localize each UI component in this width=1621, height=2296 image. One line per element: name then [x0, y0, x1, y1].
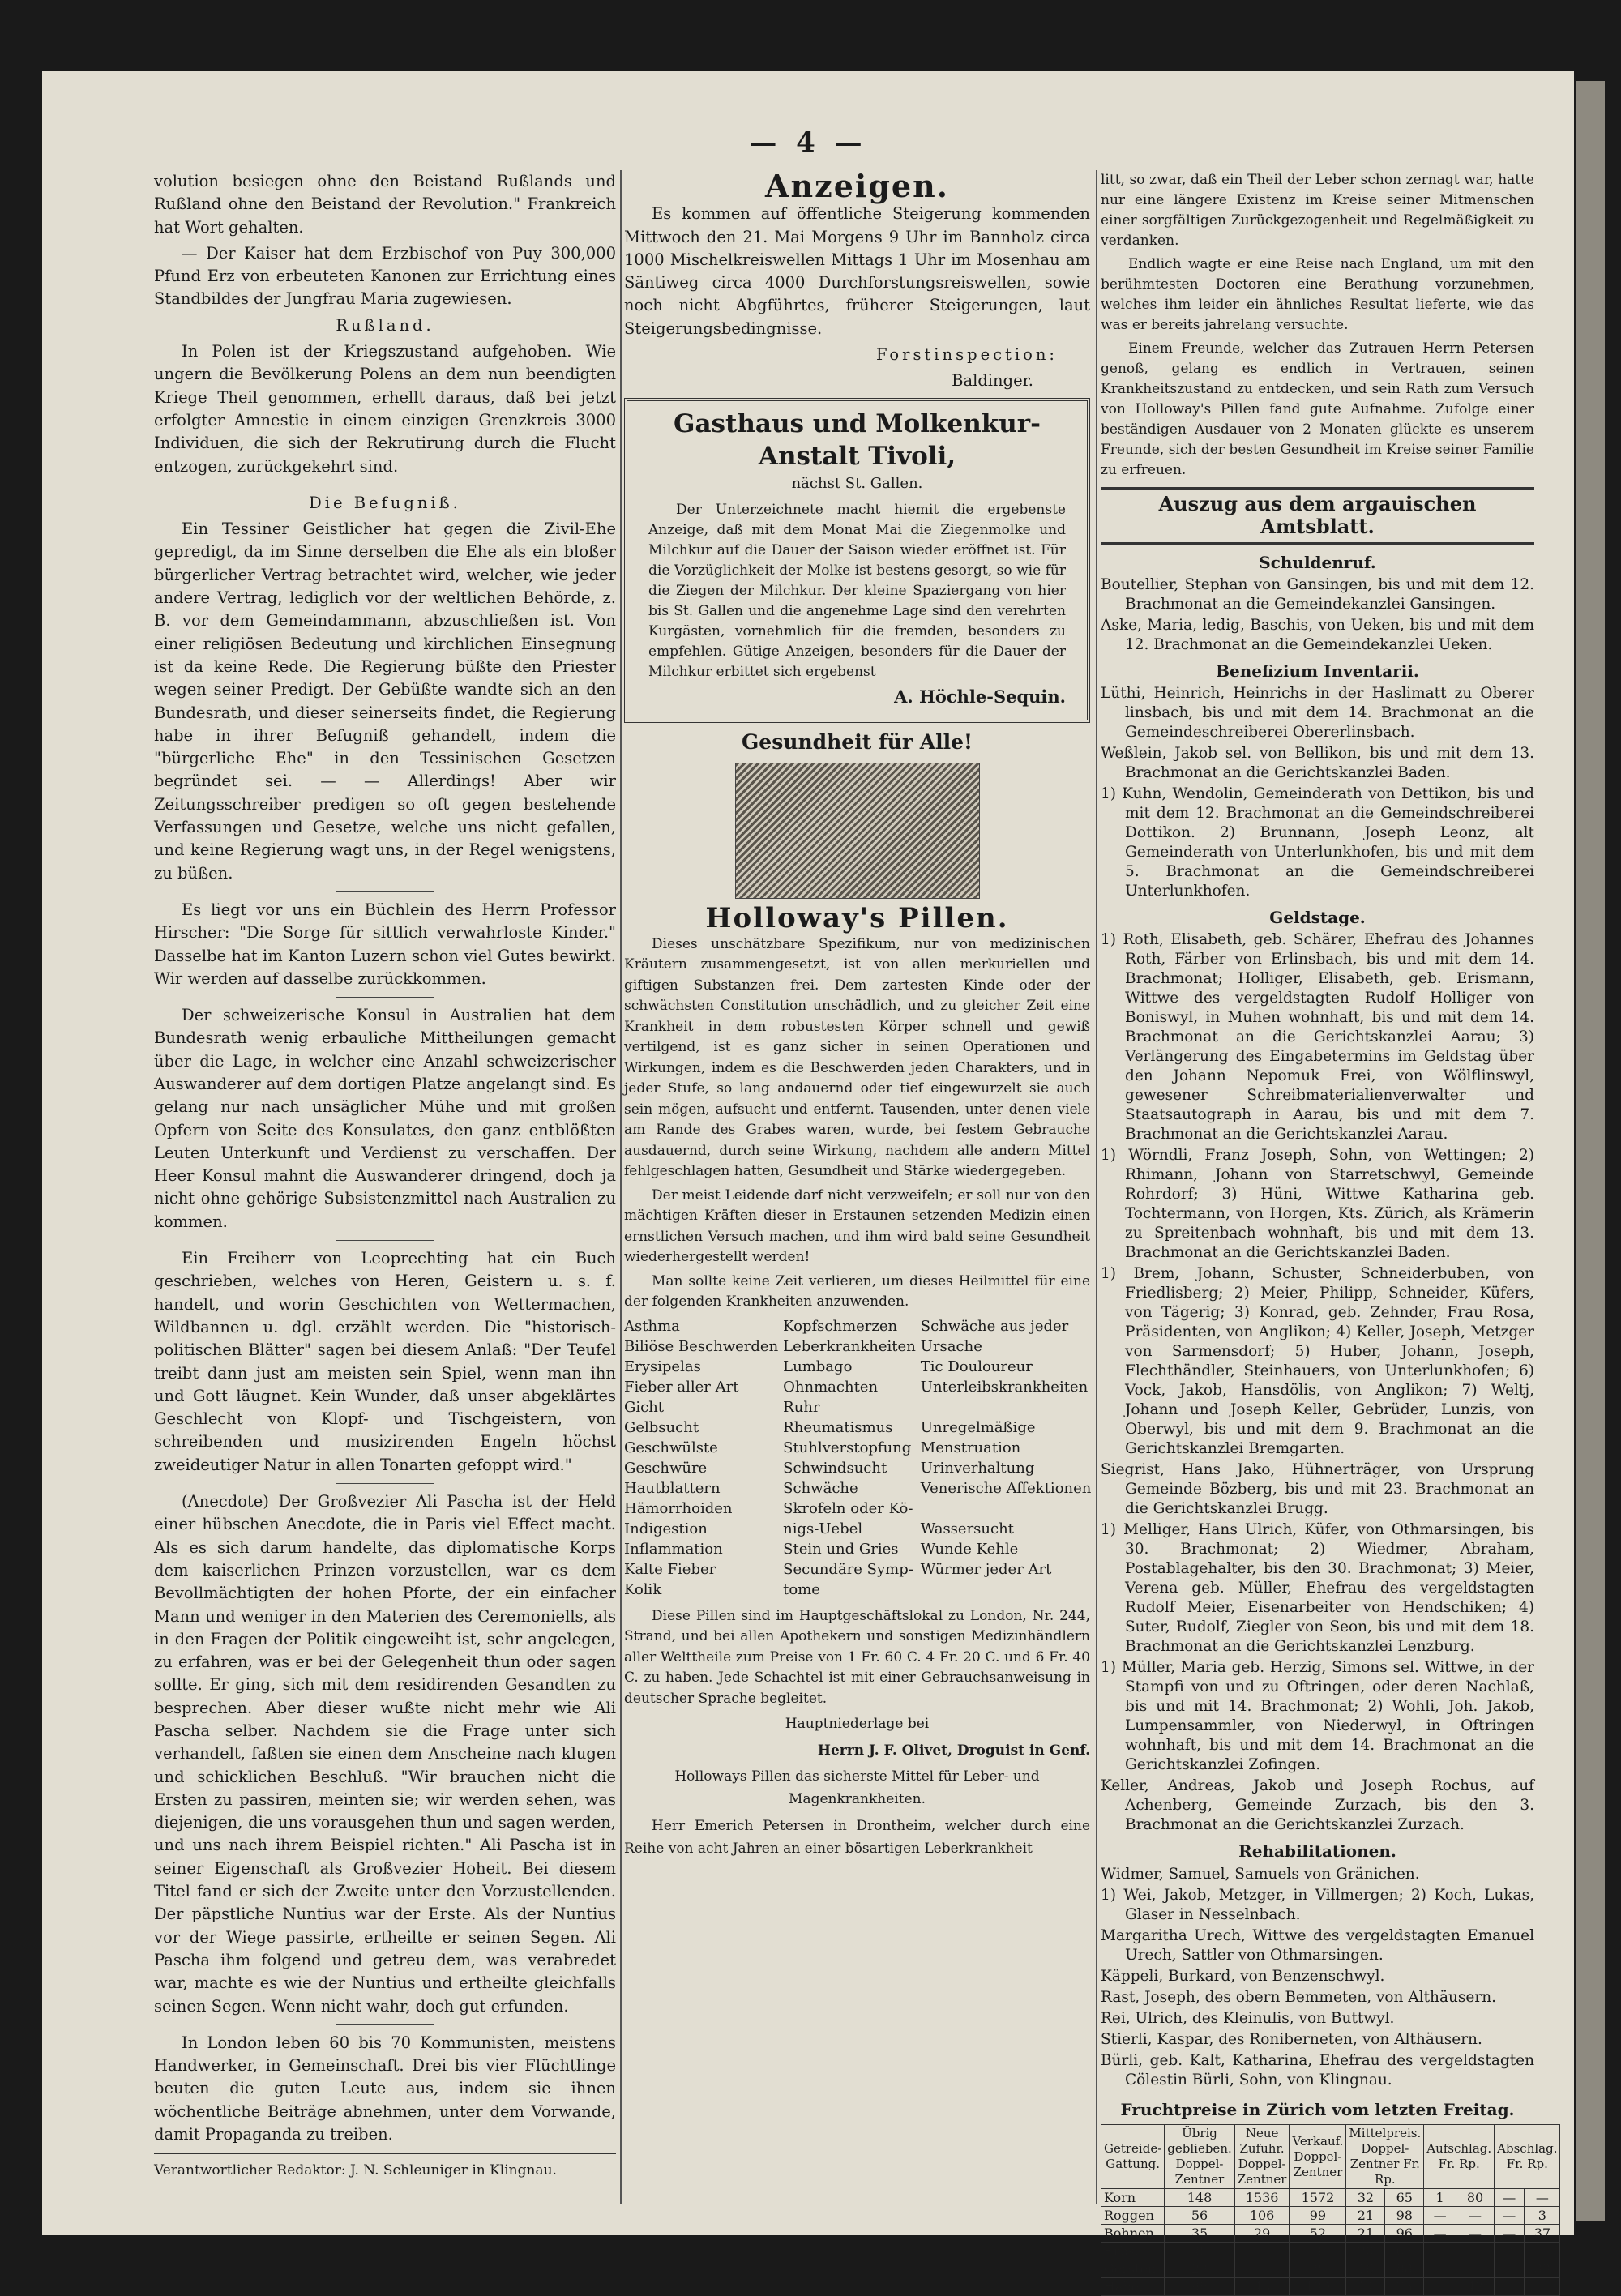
- table-cell: 148: [1165, 2189, 1234, 2207]
- table-cell: 8: [1290, 2260, 1346, 2278]
- rehabilitation-entry: Margaritha Urech, Wittwe des vergeldstagten Emanuel Urech, Sattler von Othmarsingen.: [1101, 1926, 1534, 1964]
- illness-item: Biliöse Beschwerden: [624, 1337, 779, 1355]
- illness-list: [624, 1316, 1090, 1600]
- table-cell: Haber: [1101, 2278, 1165, 2296]
- engraving-illustration: [735, 763, 980, 899]
- grain-price-table: [1101, 2124, 1560, 2296]
- illness-item: Ursache: [920, 1337, 982, 1355]
- illness-item: Venerische Affektionen: [920, 1479, 1092, 1497]
- table-cell: Gersten: [1101, 2260, 1165, 2278]
- separator: [336, 1483, 434, 1484]
- testimonial-start: Herr Emerich Petersen in Drontheim, welcher durch eine Reihe von acht Jahren an einer bösartigen Leberkrankheit: [624, 1817, 1090, 1857]
- column-rule: [1096, 170, 1097, 2204]
- table-cell: —: [1495, 2189, 1525, 2207]
- table-row: [1101, 2189, 1560, 2207]
- section-heading: Rußland.: [336, 315, 434, 335]
- illness-item: Urinverhaltung: [920, 1459, 1035, 1477]
- article-text: — Der Kaiser hat dem Erzbischof von Puy 300,000 Pfund Erz von erbeuteten Kanonen zur Errichtung eines Standbildes der Jungfrau Maria zugewiesen.: [154, 243, 616, 309]
- notice-entry: 1) Kuhn, Wendolin, Gemeinderath von Dettikon, bis und mit dem 12. Brachmonat an die Gemeindschreiberei Dottikon. 2) Brunnann, Joseph Leonz, alt Gemeinderath von Unterlunkhofen, bis und mit dem 5. Brachmonat an die Gemeindschreiberei Unterlunkhofen.: [1101, 785, 1534, 900]
- table-header-cell: Übrig geblieben. Doppel-Zentner: [1165, 2125, 1234, 2189]
- table-cell: —: [1495, 2207, 1525, 2225]
- table-cell: Erbsen: [1101, 2243, 1165, 2260]
- table-cell: 3: [1290, 2243, 1346, 2260]
- table-cell: 80: [1456, 2189, 1494, 2207]
- table-cell: 52: [1290, 2225, 1346, 2243]
- column-3: [1101, 170, 1558, 2296]
- testimonial-text: Einem Freunde, welcher das Zutrauen Herrn Petersen genoß, gelang es endlich in Vertrauen, seinen Krankheitszustand zu entdecken, und sein Rath zum Versuch von Holloway's Pillen fand gute Aufnahme. Zufolge einer beständigen Ausdauer von 2 Monaten glückte es unserem Freunde, sich der besten Gesundheit im Kreise seiner Familie zu erfreuen.: [1101, 340, 1534, 478]
- subheading-schuldenruf: Schuldenruf.: [1259, 552, 1376, 572]
- table-header-cell: Abschlag. Fr. Rp.: [1495, 2125, 1560, 2189]
- table-cell: 17: [1525, 2243, 1560, 2260]
- illness-item: Asthma: [624, 1317, 680, 1335]
- illness-item: Unterleibskrankheiten: [920, 1378, 1089, 1396]
- subheading-rehabilitationen: Rehabilitationen.: [1238, 1841, 1396, 1862]
- illness-item: nigs-Uebel: [783, 1520, 863, 1537]
- tivoli-text: Der Unterzeichnete macht hiemit die ergebenste Anzeige, daß mit dem Monat Mai die Ziegenmolke und Milchkur auf die Dauer der Saison wieder eröffnet ist. Für die Vorzüglichkeit der Molke ist bestens gesorgt, so wie für die Ziegen der Milchkur. Der kleine Spaziergang von hier bis St. Gallen und die angenehme Lage sind den verehrten Kurgästen, vornehmlich für die fremden, besonders zu empfehlen. Gütige Anzeigen, besonders für die Dauer der Milchkur erbittet sich ergebenst: [648, 501, 1066, 680]
- separator: [336, 2024, 434, 2025]
- table-cell: 37: [1525, 2225, 1560, 2243]
- table-cell: 32: [1346, 2189, 1385, 2207]
- table-header-cell: Aufschlag. Fr. Rp.: [1424, 2125, 1495, 2189]
- article-text: In Polen ist der Kriegszustand aufgehoben. Wie ungern die Bevölkerung Polens an dem nun beendigten Kriege Theil genommen, erhellt daraus, daß bei jetzt erfolgter Amnestie in einem einzigen Grenzkreis 3000 Individuen, die sich der Rekrutirung durch die Flucht entzogen, zurückgekehrt sind.: [154, 342, 616, 476]
- table-cell: 42: [1456, 2278, 1494, 2296]
- illness-item: Leberkrankheiten: [783, 1337, 916, 1355]
- table-row: [1101, 2207, 1560, 2225]
- notice-entry: 1) Roth, Elisabeth, geb. Schärer, Ehefrau des Johannes Roth, Färber von Erlinsbach, bis und mit dem 14. Brachmonat; Holliger, Elisabeth, geb. Erismann, Wittwe des vergeldstagten Rudolf Holliger von Boniswyl, in Muhen wohnhaft, bis und mit dem 14. Brachmonat an die Gerichtskanzlei Aarau; 3) Verlängerung des Eingabetermins im Geldstag über den Johann Nepomuk Frei, von Wölflinswyl, gewesener Schreibmaterialienverwalter und Staatsautograph in Aarau, bis und mit dem 7. Brachmonat an die Gerichtskanzlei Aarau.: [1101, 931, 1534, 1144]
- pills-sales: Diese Pillen sind im Hauptgeschäftslokal zu London, Nr. 244, Strand, und bei allen Apothekern und sonstigen Medizinhändlern aller Welttheile zum Preise von 1 Fr. 60 C. 4 Fr. 20 C. und 6 Fr. 40 C. zu haben. Jede Schachtel ist mit einer Gebrauchsanweisung in deutscher Sprache begleitet.: [624, 1607, 1090, 1707]
- illness-item: Kolik: [624, 1580, 662, 1598]
- illness-item: [921, 1499, 1092, 1519]
- footer-rule: [154, 2153, 616, 2154]
- illness-item: Tic Douloureur: [920, 1358, 1033, 1375]
- article-text: Ein Tessiner Geistlicher hat gegen die Zivil-Ehe gepredigt, da im Sinne derselben die Ehe als ein bloßer bürgerlicher Vertrag betrachtet wird, welcher, wie jeder andere Vertrag, lediglich vor der weltlichen Behörde, z. B. vor dem Gemeindammann, abzuschließen ist. Von einer religiösen Bedeutung und kirchlichen Einsegnung ist da keine Rede. Die Regierung büßte den Priester wegen seiner Predigt. Der Gebüßte wandte sich an den Bundesrath, und dieser seinerseits findet, die Regierung habe in ihrer Befugniß gehandelt, indem die "bürgerliche Ehe" in den Tessinischen Gesetzen begründet sei. — — Allerdings! Aber wir Zeitungsschreiber predigen so oft gegen bestehende Verfassungen und Gesetze, welche uns nicht gefallen, und keine Regierung wagt uns, in der Regel wenigstens, zu büßen.: [154, 519, 616, 883]
- forest-inspection: Forstinspection:: [875, 345, 1058, 365]
- tivoli-signature: A. Höchle-Sequin.: [894, 686, 1066, 707]
- illness-item: Inflammation: [624, 1540, 723, 1558]
- table-cell: —: [1456, 2260, 1494, 2278]
- rehabilitation-entry: 1) Wei, Jakob, Metzger, in Villmergen; 2) Koch, Lukas, Glaser in Nesselnbach.: [1101, 1886, 1534, 1923]
- table-cell: 88: [1385, 2260, 1424, 2278]
- pills-text: Dieses unschätzbare Spezifikum, nur von medizinischen Kräutern zusammengesetzt, ist von allen merkuriellen und giftigen Substanzen frei. Dem zartesten Kinde oder der schwächsten Constitution unschädlich, und zu gleicher Zeit eine Krankheit in dem robustesten Körper schnell und gewiß vertilgend, ist es ganz sicher in seinen Operationen und Wirkungen, indem es die Beschwerden jeden Charakters, und in jeder Stufe, so lang andauernd oder tief eingewurzelt sie auch sein mögen, aufsucht und entfernt. Tausenden, unter denen viele am Rande des Grabes waren, wurde, bei festem Gebrauche ausdauernd, durch seine Wirkung, nachdem alle andern Mittel fehlgeschlagen hatten, Gesundheit und Stärke wiedergegeben.: [624, 935, 1090, 1180]
- illness-item: Kopfschmerzen: [783, 1317, 898, 1335]
- notice-entry: 1) Melliger, Hans Ulrich, Küfer, von Othmarsingen, bis 30. Brachmonat; 2) Wiedmer, Abraham, Postablagehalter, bis den 30. Brachmonat; 3) Meier, Verena geb. Müller, Ehefrau des vergeldstagten Rudolf Meier, Eisenarbeiter von Hendschiken; 4) Suter, Rudolf, Ziegler von Seon, bis und mit dem 18. Brachmonat an die Gerichtskanzlei Lenzburg.: [1101, 1521, 1534, 1656]
- column-rule: [620, 170, 622, 2204]
- illness-item: Rheumatismus: [783, 1418, 893, 1436]
- table-cell: —: [1424, 2278, 1456, 2296]
- rehabilitation-entry: Käppeli, Burkard, von Benzenschwyl.: [1101, 1967, 1385, 1985]
- illness-item: Geschwülste: [624, 1439, 718, 1456]
- notice-entry: Aske, Maria, ledig, Baschis, von Ueken, bis und mit dem 12. Brachmonat an die Gemeindekanzlei Ueken.: [1101, 616, 1534, 653]
- table-cell: 67: [1385, 2243, 1424, 2260]
- table-cell: —: [1456, 2207, 1494, 2225]
- column-2: [624, 170, 1090, 1863]
- separator: [336, 1240, 434, 1241]
- table-cell: 99: [1290, 2207, 1346, 2225]
- forest-inspector-name: Baldinger.: [952, 371, 1033, 391]
- illness-item: Lumbago: [783, 1358, 853, 1375]
- illness-item: Kalte Fieber: [624, 1560, 716, 1578]
- table-cell: —: [1495, 2225, 1525, 2243]
- table-cell: Roggen: [1101, 2207, 1165, 2225]
- illness-item: Gicht: [624, 1398, 665, 1416]
- table-cell: Bohnen: [1101, 2225, 1165, 2243]
- notice-entry: Boutellier, Stephan von Gansingen, bis und mit dem 12. Brachmonat an die Gemeindekanzlei Gansingen.: [1101, 575, 1534, 613]
- article-text: Ein Freiherr von Leoprechting hat ein Buch geschrieben, welches von Heren, Geistern u. s. f. handelt, und worin Geschichten von Wettermachen, Wildbannen u. dgl. erzählt werden. Die "historisch-politischen Blätter" sagen bei diesem Anlaß: "Der Teufel treibt dann just am meisten sein Spiel, wenn man ihn und Gott läugnet. Kein Wunder, daß unser abgeklärtes Geschlecht von Klopf- und Tischgeistern, von schreibenden und musizirenden Engeln höchst zweideutiger Natur in allen Tonarten gefoppt wird.": [154, 1249, 616, 1474]
- table-cell: 14: [1346, 2278, 1385, 2296]
- table-cell: —: [1424, 2207, 1456, 2225]
- separator: [336, 891, 434, 892]
- pills-text: Man sollte keine Zeit verlieren, um dieses Heilmittel für eine der folgenden Krankheiten anzuwenden.: [624, 1272, 1090, 1310]
- notice-entry: 1) Brem, Johann, Schuster, Schneiderbuben, von Friedlisberg; 2) Meier, Philipp, Schneider, Küfers, von Tägerig; 3) Konrad, geb. Zehnder, Frau Rosa, Präsidenten, von Anglikon; 4) Keller, Joseph, Metzger von Sarmensdorf; 5) Huber, Johann, Joseph, Flechthändler, Steinhauers, von Unterlunkhofen; 6) Vock, Jakob, Hansdölis, von Anglikon; 7) Weltj, Johann und Joseph Keller, Gebrüder, Lunzis, von Oberwyl, bis und mit dem 9. Brachmonat an die Gerichtskanzlei Bremgarten.: [1101, 1265, 1534, 1458]
- gazette-heading: Auszug aus dem argauischen Amtsblatt.: [1101, 487, 1534, 545]
- pills-slogan: Holloways Pillen das sicherste Mittel für Leber- und Magenkrankheiten.: [674, 1768, 1040, 1808]
- rehabilitation-entry: Bürli, geb. Kalt, Katharina, Ehefrau des vergeldstagten Cölestin Bürli, Sohn, von Klingnau.: [1101, 2051, 1534, 2089]
- ads-heading: Anzeigen.: [765, 168, 949, 204]
- table-cell: —: [1456, 2243, 1494, 2260]
- table-cell: 75: [1385, 2278, 1424, 2296]
- table-cell: 33: [1525, 2260, 1560, 2278]
- illness-item: Schwäche aus jeder: [920, 1317, 1069, 1335]
- table-cell: 3: [1525, 2207, 1560, 2225]
- depot-label: Hauptniederlage bei: [785, 1716, 930, 1733]
- illness-item: Hautblattern: [624, 1479, 721, 1497]
- table-cell: 96: [1385, 2225, 1424, 2243]
- table-header-cell: Mittelpreis. Doppel-Zentner Fr. Rp.: [1346, 2125, 1424, 2189]
- table-row: [1101, 2243, 1560, 2260]
- illness-item: Fieber aller Art: [624, 1378, 739, 1396]
- table-row: [1101, 2260, 1560, 2278]
- table-cell: 106: [1234, 2207, 1290, 2225]
- illness-item: Ruhr: [783, 1398, 820, 1416]
- table-cell: 21: [1346, 2207, 1385, 2225]
- separator: [336, 997, 434, 998]
- table-cell: —: [1456, 2225, 1494, 2243]
- table-cell: 5: [1234, 2260, 1290, 2278]
- table-cell: 98: [1385, 2207, 1424, 2225]
- column-1: [154, 170, 616, 2186]
- tivoli-title: Gasthaus und Molkenkur-Anstalt Tivoli,: [673, 408, 1041, 471]
- testimonial-text: litt, so zwar, daß ein Theil der Leber schon zernagt war, hatte nur eine längere Existenz im Kreise seiner Mitmenschen einer sorgfältigen Zurückgezogenheit und Regelmäßigkeit zu verdanken.: [1101, 172, 1534, 249]
- table-cell: 21: [1346, 2225, 1385, 2243]
- illness-item: Gelbsucht: [624, 1418, 699, 1436]
- table-cell: 8: [1165, 2243, 1234, 2260]
- illness-item: [921, 1580, 1092, 1600]
- notice-entry: 1) Wörndli, Franz Joseph, Sohn, von Wettingen; 2) Rhimann, Johann von Starretschwyl, Gemeinde Rohrdorf; 3) Hüni, Wittwe Katharina geb. Tochtermann, von Horgen, Kts. Zürich, als Krämerin zu Spreitenbach wohnhaft, bis und mit dem 13. Brachmonat an die Gerichtskanzlei Baden.: [1101, 1147, 1534, 1262]
- notice-entry: Weßlein, Jakob sel. von Bellikon, bis und mit dem 13. Brachmonat an die Gerichtskanzlei Baden.: [1101, 745, 1534, 782]
- illness-item: Secundäre Symp-: [783, 1560, 913, 1578]
- illness-item: Stuhlverstopfung: [783, 1439, 912, 1456]
- article-text: (Anecdote) Der Großvezier Ali Pascha ist der Held einer hübschen Anecdote, die in Paris viel Effect macht. Als es sich darum handelte, das diplomatische Korps dem kaiserlichen Prinzen vorzustellen, war es dem Bevollmächtigten der hohen Pforte, der ein einfacher Mann und weniger in den Materien des Ceremoniells, als in den Fragen der Politik eingeweiht ist, sehr angelegen, zu erfahren, was er bei der Gelegenheit thun oder sagen sollte. Er ging, sich mit dem residirenden Gesandten zu besprechen. Aber dieser wußte nicht mehr wie Ali Pascha selber. Nachdem sie die Frage unter sich verhandelt, faßten sie einen dem Anscheine nach klugen und schicklichen Beschluß. "Wir brauchen nicht die Ersten zu passiren, meinten sie; wir werden sehen, was diejenigen, die uns vorausgehen thun und sagen werden, und uns nach ihrem Beispiel richten." Ali Pascha ist in seiner Eigenschaft als Großvezier Hoheit. Bei diesem Titel fand er sich der Zweite unter den Vorzustellenden. Der päpstliche Nuntius war der Erste. Als der Nuntius vor der Wiege passirte, ertheilte er seinen Segen. Ali Pascha ihm folgend und getreu dem, was verabredet war, machte es wie der Nuntius und ertheilte gleichfalls seinen Segen. Wenn nicht wahr, doch gut erfunden.: [154, 1492, 616, 2016]
- table-cell: 95: [1165, 2278, 1234, 2296]
- tivoli-advert: [624, 398, 1090, 724]
- table-cell: 23: [1165, 2260, 1234, 2278]
- testimonial-text: Endlich wagte er eine Reise nach England, um mit den berühmtesten Doctoren eine Berathung vorzunehmen, welches ihm leider ein ähnliches Resultat lieferte, wie das was er bereits jahrelang versuchte.: [1101, 256, 1534, 333]
- illness-item: Ohnmachten: [783, 1378, 879, 1396]
- table-cell: —: [1525, 2278, 1560, 2296]
- table-cell: —: [1495, 2278, 1525, 2296]
- illness-item: Schwäche: [783, 1479, 858, 1497]
- rehabilitation-entry: Widmer, Samuel, Samuels von Gränichen.: [1101, 1865, 1420, 1883]
- illness-item: Erysipelas: [624, 1358, 701, 1375]
- illness-item: Geschwüre: [624, 1459, 708, 1477]
- section-heading: Die Befugniß.: [309, 493, 461, 512]
- rehabilitation-list: [1101, 1865, 1534, 2090]
- page-edge: [1576, 81, 1605, 2221]
- illness-item: Hämorrhoiden: [624, 1499, 733, 1517]
- table-cell: —: [1424, 2260, 1456, 2278]
- illness-item: tome: [783, 1580, 820, 1598]
- illness-item: Menstruation: [920, 1439, 1021, 1456]
- article-text: Der schweizerische Konsul in Australien hat dem Bundesrath wenig erbauliche Mittheilungen gemacht über die Lage, in welcher eine Anzahl schweizerischer Auswanderer auf dem dortigen Platze angelangt sind. Es gelang nur nach unsäglicher Mühe und mit großen Opfern von Seite des Konsulates, den ganz entblößten Leuten Unterkunft und Verdienst zu verschaffen. Der Heer Konsul mahnt die Auswanderer dringend, doch ja nicht ohne gehörige Subsistenzmittel nach Australien zu kommen.: [154, 1006, 616, 1231]
- table-row: [1101, 2278, 1560, 2296]
- table-cell: 56: [1165, 2207, 1234, 2225]
- table-header-cell: Verkauf. Doppel-Zentner: [1290, 2125, 1346, 2189]
- subheading-benefizium: Benefizium Inventarii.: [1216, 661, 1419, 681]
- rehabilitation-entry: Rast, Joseph, des obern Bemmeten, von Althäusern.: [1101, 1988, 1496, 2006]
- illness-item: Skrofeln oder Kö-: [783, 1499, 913, 1517]
- table-cell: 1536: [1234, 2189, 1290, 2207]
- page-number: — 4 —: [749, 126, 867, 159]
- table-header-cell: Getreide-Gattung.: [1101, 2125, 1165, 2189]
- notice-entry: Lüthi, Heinrich, Heinrichs in der Haslimatt zu Oberer linsbach, bis und mit dem 14. Brachmonat an die Gemeindeschreiberei Obererlinsbach.: [1101, 685, 1534, 742]
- table-cell: 16: [1346, 2260, 1385, 2278]
- article-text: In London leben 60 bis 70 Kommunisten, meistens Handwerker, in Gemeinschaft. Drei bis vier Flüchtlinge beuten die guten Leute aus, indem sie ihnen wöchentliche Beiträge abnehmen, unter dem Vorwande, damit Propaganda zu treiben.: [154, 2033, 616, 2144]
- table-cell: 29: [1234, 2225, 1290, 2243]
- table-header-cell: Neue Zufuhr. Doppel-Zentner: [1234, 2125, 1290, 2189]
- illness-item: Wunde Kehle: [920, 1540, 1019, 1558]
- pills-heading: Holloway's Pillen.: [705, 901, 1009, 934]
- pills-text: Der meist Leidende darf nicht verzweifeln; er soll nur von den mächtigen Kräften dieser in Erstaunen setzenden Medizin einen ernstlichen Versuch machen, und ihm wird bald seine Gesundheit wiederhergestellt werden!: [624, 1186, 1090, 1266]
- table-cell: 1: [1424, 2189, 1456, 2207]
- table-cell: 65: [1385, 2189, 1424, 2207]
- table-cell: —: [1525, 2189, 1560, 2207]
- health-heading: Gesundheit für Alle!: [741, 730, 973, 755]
- notice-entry: 1) Müller, Maria geb. Herzig, Simons sel. Wittwe, in der Stampfi von und zu Oftringen, oder deren Nachlaß, bis und mit 14. Brachmonat; 2) Wohli, Joh. Jakob, Lumpensammler, von Niederwyl, in Oftringen wohnhaft, bis und mit dem 14. Brachmonat an die Gerichtskanzlei Zofingen.: [1101, 1659, 1534, 1774]
- table-cell: —: [1495, 2260, 1525, 2278]
- illness-item: Wassersucht: [920, 1520, 1014, 1537]
- illness-item: Würmer jeder Art: [920, 1560, 1052, 1578]
- illness-item: Schwindsucht: [783, 1459, 887, 1477]
- table-cell: 7: [1495, 2243, 1525, 2260]
- subheading-geldstage: Geldstage.: [1269, 908, 1366, 928]
- table-cell: 1572: [1290, 2189, 1346, 2207]
- table-cell: —: [1424, 2243, 1456, 2260]
- table-cell: 48: [1234, 2278, 1290, 2296]
- depot-name: Herrn J. F. Olivet, Droguist in Genf.: [817, 1742, 1090, 1759]
- table-cell: 1: [1234, 2243, 1290, 2260]
- grain-prices-heading: Fruchtpreise in Zürich vom letzten Freitag.: [1120, 2099, 1515, 2119]
- illness-item: Unregelmäßige: [920, 1418, 1036, 1436]
- tivoli-location: nächst St. Gallen.: [791, 474, 923, 492]
- rehabilitation-entry: Stierli, Kaspar, des Roniberneten, von Althäusern.: [1101, 2030, 1482, 2048]
- illness-item: [921, 1397, 1092, 1417]
- rehabilitation-entry: Rei, Ulrich, des Kleinulis, von Buttwyl.: [1101, 2009, 1395, 2027]
- table-cell: —: [1424, 2225, 1456, 2243]
- editor-footer: Verantwortlicher Redaktor: J. N. Schleuniger in Klingnau.: [154, 2162, 557, 2179]
- notice-entry: Siegrist, Hans Jako, Hühnerträger, von Ursprung Gemeinde Bözberg, bis und mit 23. Brachmonat an die Gerichtskanzlei Brugg.: [1101, 1461, 1534, 1518]
- table-cell: 20: [1346, 2243, 1385, 2260]
- table-cell: Korn: [1101, 2189, 1165, 2207]
- article-text: volution besiegen ohne den Beistand Rußlands und Rußland ohne den Beistand der Revolution." Frankreich hat Wort gehalten.: [154, 172, 616, 237]
- table-cell: 130: [1290, 2278, 1346, 2296]
- illness-item: Indigestion: [624, 1520, 708, 1537]
- auction-notice: Es kommen auf öffentliche Steigerung kommenden Mittwoch den 21. Mai Morgens 9 Uhr im Bannholz circa 1000 Mischelkreiswellen Mittags 1 Uhr im Mosenhau am Säntiweg circa 4000 Durchforstungsreiswellen, sowie noch nicht Abgführtes, früherer Steigerungen, laut Steigerungsbedingnisse.: [624, 204, 1090, 338]
- article-text: Es liegt vor uns ein Büchlein des Herrn Professor Hirscher: "Die Sorge für sittlich verwahrloste Kinder." Dasselbe hat im Kanton Luzern schon viel Gutes bewirkt. Wir werden auf dasselbe zurückkommen.: [154, 900, 616, 988]
- illness-item: Stein und Gries: [783, 1540, 899, 1558]
- table-cell: 35: [1165, 2225, 1234, 2243]
- table-row: [1101, 2225, 1560, 2243]
- notice-entry: Keller, Andreas, Jakob und Joseph Rochus, auf Achenberg, Gemeinde Zurzach, bis den 3. Brachmonat an die Gerichtskanzlei Zurzach.: [1101, 1777, 1534, 1834]
